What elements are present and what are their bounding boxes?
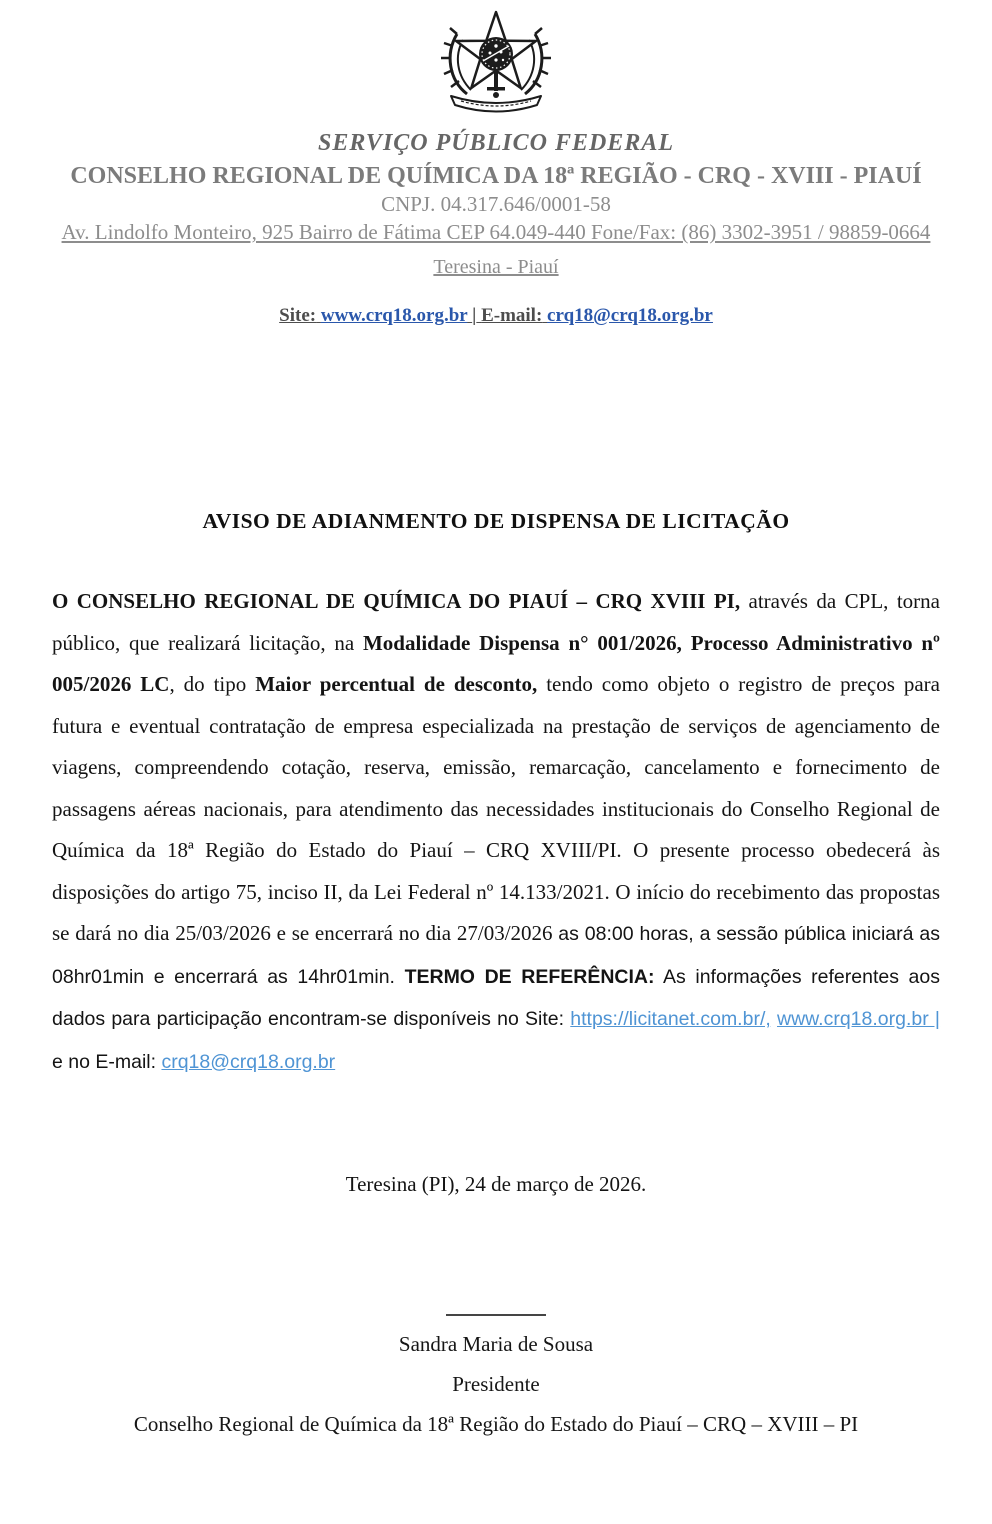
body-text-segment: através da CPL, torna público, que realizará licitação, na [52,589,940,655]
brazil-coat-of-arms-icon [437,8,555,114]
header-servico-publico: SERVIÇO PÚBLICO FEDERAL [318,130,674,156]
body-link[interactable]: crq18@crq18.org.br [161,1050,336,1073]
email-link[interactable]: crq18@crq18.org.br [547,305,713,326]
header-org-name: CONSELHO REGIONAL DE QUÍMICA DA 18ª REGIÃO - CRQ - XVIII - PIAUÍ [70,163,922,189]
body-link[interactable]: https://licitanet.com.br/, [570,1008,771,1030]
signature-line [446,1314,546,1316]
signatory-org: Conselho Regional de Química da 18ª Região do Estado do Piauí – CRQ – XVIII – PI [133,1412,859,1436]
body-text-segment: Maior percentual de desconto, [255,672,538,696]
header-cnpj: CNPJ. 04.317.646/0001-58 [381,192,611,216]
header-contact-line [0,305,992,327]
document-title: AVISO DE ADIANMENTO DE DISPENSA DE LICITAÇÃO [202,509,790,533]
email-label: E-mail: [481,305,543,326]
body-text-segment: tendo como objeto o registro de preços para futura e eventual contratação de empresa especializada na prestação de serviços de agenciamento de viagens, compreendendo cotação, reserva, emissão, remarcação, cancelamento e fornecimento de passagens aéreas nacionais, para atendimento das necessidades institucionais do Conselho Regional de Química da 18ª Região do Estado do Piauí – CRQ XVIII/PI. O presente processo obedecerá às disposições do artigo 75, inciso II, da Lei Federal nº 14.133/2021. O início do recebimento das propostas se dará no dia 25/03/2026 e se encerrará no dia 27/03/2026 [52,672,940,945]
header-address: Av. Lindolfo Monteiro, 925 Bairro de Fátima CEP 64.049-440 Fone/Fax: (86) 3302-3951 / 98859-0664 [61,220,931,244]
contact-separator: | [472,305,477,326]
body-text-segment: TERMO DE REFERÊNCIA: [404,965,655,988]
signature-block [0,1314,992,1444]
site-label: Site: [279,305,317,326]
date-line: Teresina (PI), 24 de março de 2026. [345,1172,647,1196]
body-text-segment: , do tipo [169,672,256,696]
signatory-name: Sandra Maria de Sousa [398,1332,594,1356]
body-link[interactable]: www.crq18.org.br | [777,1008,941,1030]
body-text-segment: e no E-mail: [52,1050,162,1073]
body-text-segment: O CONSELHO REGIONAL DE QUÍMICA DO PIAUÍ – CRQ XVIII PI, [52,589,741,613]
body-text-segment: As informações referentes aos dados para participação encontram-se disponíveis no Site: [52,965,940,1030]
signatory-role: Presidente [452,1372,540,1396]
site-link[interactable]: www.crq18.org.br [320,305,468,326]
header-city: Teresina - Piauí [433,256,559,278]
body-text-segment: Modalidade Dispensa n° 001/2026, Processo Administrativo nº 005/2026 LC [52,630,940,696]
body-text-segment: as 08:00 horas, a sessão pública iniciará as 08hr01min e encerrará as 14hr01min. [52,923,940,988]
body-paragraph [52,581,940,1083]
